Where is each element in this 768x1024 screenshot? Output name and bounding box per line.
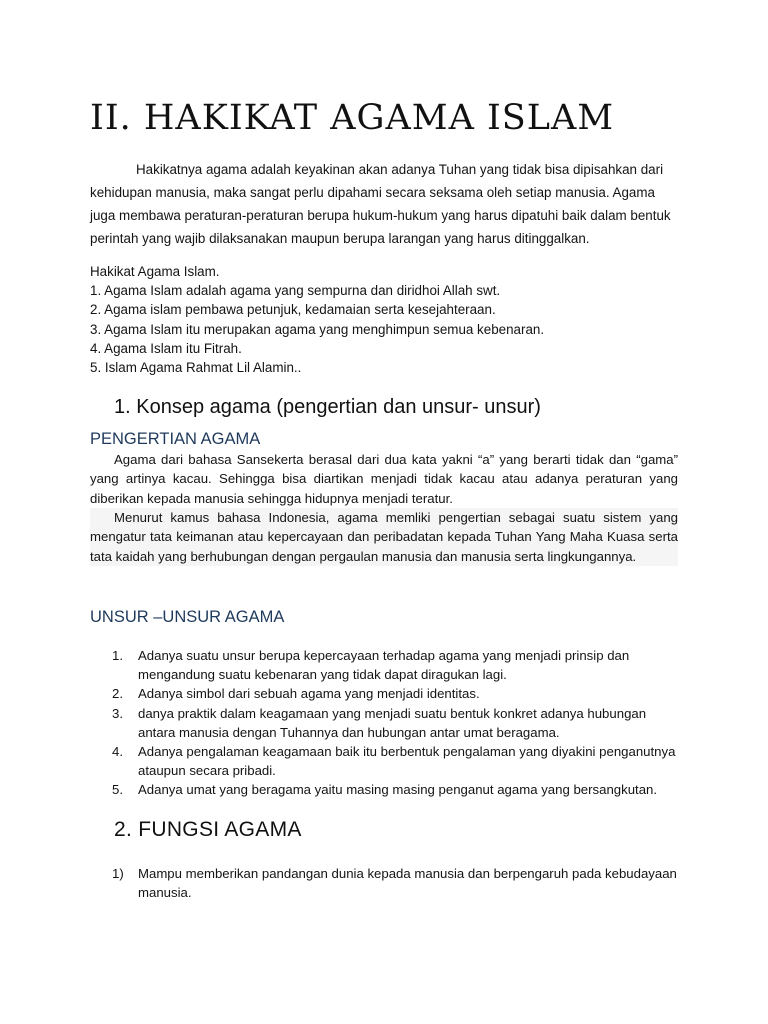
hakikat-heading: Hakikat Agama Islam.: [90, 264, 220, 279]
list-text: Adanya suatu unsur berupa kepercayaan terhadap agama yang menjadi prinsip dan mengandung suatu kebenaran yang tidak dapat diragukan lagi.: [138, 648, 630, 683]
list-number: 2.: [112, 686, 123, 702]
page-title: II. HAKIKAT AGAMA ISLAM: [90, 98, 615, 138]
list-text: Adanya pengalaman keagamaan baik itu berbentuk pengalaman yang diyakini penganutnya ataupun secara pribadi.: [138, 744, 676, 779]
list-number: 3.: [112, 705, 123, 721]
list-item: [112, 646, 678, 684]
section-heading-fungsi: 2. FUNGSI AGAMA: [114, 818, 302, 841]
hakikat-item: 2. Agama islam pembawa petunjuk, kedamaian serta kesejahteraan.: [90, 302, 496, 318]
list-item: [112, 864, 678, 902]
list-text: danya praktik dalam keagamaan yang menjadi suatu bentuk konkret adanya hubungan antara manusia dengan Tuhannya dan hubungan antar umat beragama.: [138, 705, 647, 740]
list-number: 4.: [112, 744, 123, 760]
list-item: [112, 780, 678, 799]
pengertian-paragraph-2: [90, 508, 678, 566]
hakikat-item: 4. Agama Islam itu Fitrah.: [90, 340, 242, 356]
fungsi-list: [112, 864, 678, 902]
list-item: [112, 684, 678, 703]
list-text: Mampu memberikan pandangan dunia kepada manusia dan berpengaruh pada kebudayaan manusia.: [138, 866, 677, 901]
list-number: 1.: [112, 648, 123, 663]
pengertian-paragraph-1: [90, 450, 678, 508]
list-text: Adanya umat yang beragama yaitu masing masing penganut agama yang bersangkutan.: [138, 782, 658, 798]
intro-text: Hakikatnya agama adalah keyakinan akan adanya Tuhan yang tidak bisa dipisahkan dari kehidupan manusia, maka sangat perlu dipahami secara seksama oleh setiap manusia. Agama juga membawa peraturan-peraturan berupa hukum-hukum yang harus dipatuhi baik dalam bentuk perintah yang wajib dilaksanakan maupun berupa larangan yang harus ditinggalkan.: [90, 162, 671, 246]
list-text: Adanya simbol dari sebuah agama yang menjadi identitas.: [138, 686, 480, 702]
pengertian-text-2: Menurut kamus bahasa Indonesia, agama memliki pengertian sebagai suatu sistem yang mengatur tata keimanan atau kepercayaan dan peribadatan kepada Tuhan Yang Maha Kuasa serta tata kaidah yang berhubungan dengan pergaulan manusia dan manusia serta lingkungannya.: [90, 510, 678, 564]
intro-paragraph: [90, 158, 680, 250]
section-heading-konsep: 1. Konsep agama (pengertian dan unsur- unsur): [114, 396, 541, 418]
list-number: 5.: [112, 782, 123, 798]
list-item: [112, 704, 678, 742]
list-number: 1): [112, 866, 124, 881]
hakikat-list: [90, 262, 680, 377]
subheading-pengertian: PENGERTIAN AGAMA: [90, 430, 261, 448]
list-item: [112, 742, 678, 780]
hakikat-item: 5. Islam Agama Rahmat Lil Alamin..: [90, 360, 302, 376]
pengertian-text-1: Agama dari bahasa Sansekerta berasal dari dua kata yakni “a” yang berarti tidak dan “gama” yang artinya kacau. Sehingga bisa diartikan menjadi tidak kacau atau adanya peraturan yang diberikan kepada manusia sehingga hidupnya menjadi teratur.: [90, 452, 678, 506]
hakikat-item: 1. Agama Islam adalah agama yang sempurna dan diridhoi Allah swt.: [90, 283, 501, 299]
subheading-unsur: UNSUR –UNSUR AGAMA: [90, 608, 285, 626]
hakikat-item: 3. Agama Islam itu merupakan agama yang menghimpun semua kebenaran.: [90, 321, 545, 337]
unsur-list: [112, 646, 678, 800]
